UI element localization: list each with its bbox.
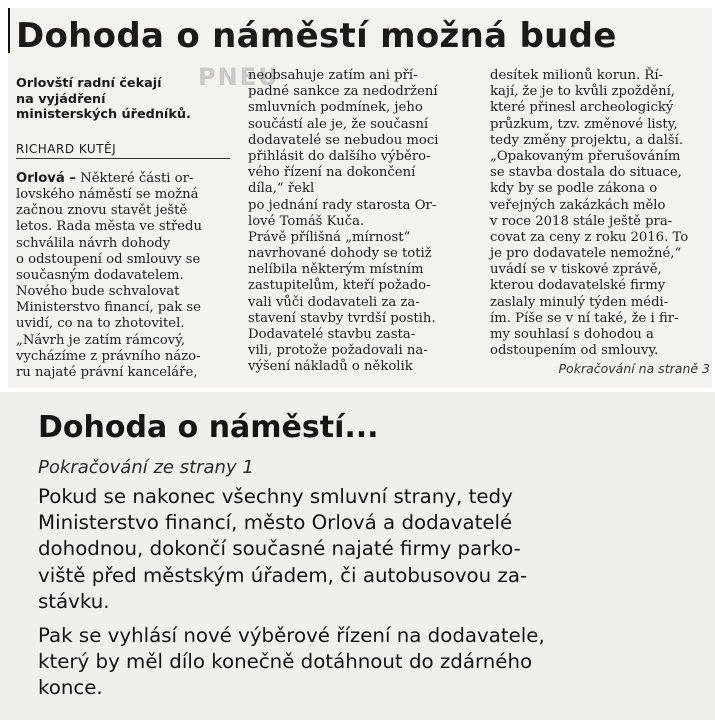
text-line: dohodnou, dokončí současné najaté firmy parko-	[38, 537, 521, 561]
text-line: díla,“ řekl	[248, 181, 315, 197]
text-line: nelíbila některým místním	[248, 262, 424, 278]
continuation-body	[38, 484, 698, 702]
newspaper-clipping-page-3	[0, 392, 715, 720]
text-line: vycházíme z právního názo-	[16, 348, 201, 364]
text-line: kají, že je to kvůli zpoždění,	[490, 84, 675, 100]
text-line: zaslaly minulý týden médi-	[490, 294, 669, 310]
text-line: současným dodavatelem.	[16, 267, 184, 283]
text-line: vili, protože požadovali na-	[248, 343, 428, 359]
background-ad-fragment: PNEU	[198, 63, 280, 91]
text-line: vého řízení na dokončení	[248, 165, 416, 181]
lede-line: na vyjádření	[16, 91, 106, 107]
article-column-2	[248, 68, 480, 376]
paragraph-gap	[38, 615, 698, 623]
text-line	[16, 171, 242, 187]
text-line: je pro dodavatele nemožné,“	[490, 246, 682, 262]
text-line: zastupitelům, kteří požado-	[248, 278, 431, 294]
text-line: odstoupením od smlouvy.	[490, 343, 659, 359]
text-line: vali vůči dodavateli za za-	[248, 294, 420, 310]
text-line: uvádí se v tiskové zprávě,	[490, 262, 662, 278]
article-lede	[16, 76, 242, 123]
text-line: viště před městským úřadem, či autobusovou za-	[38, 563, 528, 587]
text-line: se stavba dostala do situace,	[490, 165, 682, 181]
text-line: veřejných zakázkách mělo	[490, 197, 666, 213]
text-line: „Opakovaným přerušováním	[490, 148, 681, 164]
text-line: průzkum, tzv. změnové listy,	[490, 116, 678, 132]
text-line: v roce 2018 stále ještě pra-	[490, 213, 673, 229]
text-line: Nového bude schvalovat	[16, 284, 180, 300]
text-line-content: Některé části or-	[80, 170, 194, 186]
column-rule	[8, 8, 10, 53]
article-byline: RICHARD KUTĚJ	[16, 141, 230, 159]
text-line: dodavatelé se nebudou moci	[248, 132, 439, 148]
text-line: po jednání rady starosta Or-	[248, 197, 437, 213]
text-line: letos. Rada města ve středu	[16, 219, 202, 235]
text-line: kdy by se podle zákona o	[490, 181, 658, 197]
text-line: tedy změny projektu, a další.	[490, 132, 684, 148]
text-line: který by měl dílo konečně dotáhnout do zdárného	[38, 650, 533, 674]
text-line: stavení stavby tvrdší postih.	[248, 310, 436, 326]
text-line: o odstoupení od smlouvy se	[16, 251, 201, 267]
text-line: neobsahuje zatím ani pří-	[248, 68, 418, 83]
text-line: padné sankce za nedodržení	[248, 84, 438, 100]
text-line: desítek milionů korun. Ří-	[490, 68, 664, 83]
text-line: přihlásit do dalšího výběro-	[248, 148, 431, 164]
text-line: covat za ceny z roku 2016. To	[490, 229, 689, 245]
text-line: schválila návrh dohody	[16, 235, 171, 251]
dateline: Orlová –	[16, 170, 76, 186]
text-line: kterou dodavatelské firmy	[490, 278, 666, 294]
continuation-kicker: Pokračování ze strany 1	[38, 457, 254, 478]
lede-line: Orlovští radní čekají	[16, 76, 162, 91]
text-line: lovského náměstí se možná	[16, 186, 199, 202]
text-line: ru najaté právní kanceláře,	[16, 365, 198, 381]
text-line: výšení nákladů o několik	[248, 359, 413, 375]
text-line: Ministerstvo financí, pak se	[16, 300, 201, 316]
continuation-headline: Dohoda o náměstí...	[38, 410, 379, 445]
text-line: konce.	[38, 676, 103, 700]
text-line: smluvních podmínek, jeho	[248, 100, 423, 116]
text-line: Právě přílišná „mírnost“	[248, 229, 411, 245]
text-line: ím. Píše se v ní také, že i fir-	[490, 310, 679, 326]
article-column-1	[16, 68, 242, 381]
text-line: Pak se vyhlásí nové výběrové řízení na dodavatele,	[38, 623, 545, 647]
text-line: Ministerstvo financí, město Orlová a dodavatelé	[38, 511, 513, 535]
text-line: začnou znovu stavět ještě	[16, 203, 188, 219]
article-column-3	[490, 68, 710, 378]
text-line: Pokud se nakonec všechny smluvní strany, tedy	[38, 485, 513, 508]
text-line: navrhované dohody se totiž	[248, 246, 432, 262]
text-line: které přinesl archeologický	[490, 100, 674, 116]
column-1-body	[16, 171, 242, 381]
text-line: my souhlasí s dohodou a	[490, 327, 654, 342]
continued-note: Pokračování na straně 3	[558, 361, 710, 377]
article-headline: Dohoda o náměstí možná bude	[16, 16, 617, 56]
text-line: uvidí, co na to zhotovitel.	[16, 316, 185, 332]
text-line: lové Tomáš Kuča.	[248, 213, 365, 229]
text-line: „Návrh je zatím rámcový,	[16, 332, 186, 348]
text-line: stávku.	[38, 589, 110, 613]
text-line: Dodavatelé stavbu zasta-	[248, 327, 416, 342]
newspaper-clipping-page-1	[8, 8, 712, 388]
text-line: součástí ale je, že současní	[248, 116, 429, 132]
lede-line: ministerských úředníků.	[16, 107, 191, 123]
